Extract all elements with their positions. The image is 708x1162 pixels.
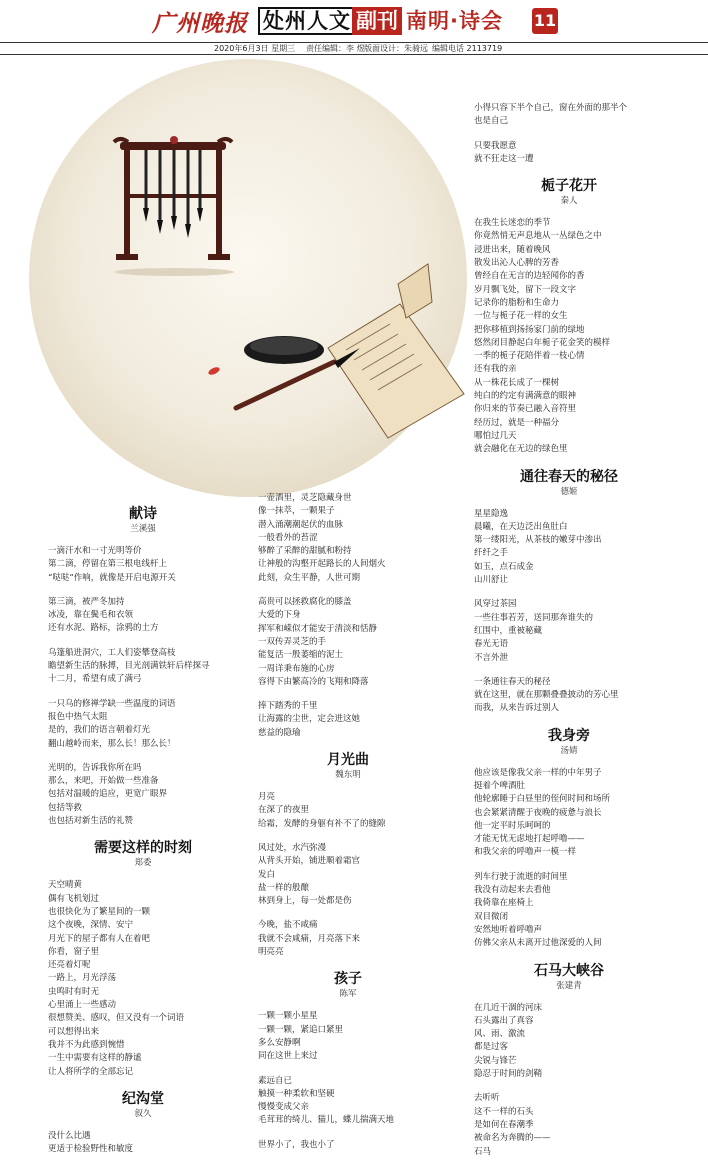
poem-line: 第一缕阳光，从茶枝的嫩芽中渗出 <box>474 535 602 546</box>
poem-line: 月亮 <box>258 792 276 803</box>
stanza <box>474 217 664 456</box>
masthead <box>0 0 708 42</box>
poem-line: 同在这世上来过 <box>258 1051 318 1062</box>
poem-title: 献诗 <box>129 506 157 522</box>
poem-line: 一生中需要有这样的静谧 <box>48 1053 142 1064</box>
poem-line: 只要我愿意 <box>474 140 517 151</box>
stanza <box>258 842 438 908</box>
poem-line: 和我父亲的呼噜声一模一样 <box>474 847 577 858</box>
poem-line: 一些往事若芳，送同那奔谁失的 <box>474 612 594 623</box>
poem-line: 去听听 <box>474 1093 500 1104</box>
poem-line: 没什么比遇 <box>48 1130 91 1141</box>
poem-line: 潜入涌潮潮起伏的血脉 <box>258 519 344 530</box>
poem <box>474 727 664 951</box>
poem-line: 风过处，水汽弥漫 <box>258 842 327 853</box>
poem-line: 如玉，点石成金 <box>474 561 534 572</box>
stanza <box>258 1139 438 1152</box>
stanza <box>474 676 664 716</box>
poem-line: 尖锐与锋芒 <box>474 1055 517 1066</box>
poem-line: 像一抹萃，一颗果子 <box>258 506 335 517</box>
poem-line: 挺着个啤酒肚 <box>474 780 526 791</box>
poem-line: 很想赞美、感叹，但又没有一个词语 <box>48 1013 185 1024</box>
stanza <box>48 596 238 636</box>
poem-line: 一颗一颗，紧追口紧里 <box>258 1024 344 1035</box>
poem-line: 报色中热气太阻 <box>48 711 108 722</box>
stanza <box>258 791 438 831</box>
poem-line: 岁月飘飞处，留下一段文字 <box>474 284 577 295</box>
poem-line: 风穿过茶园 <box>474 599 517 610</box>
stanza <box>48 647 238 687</box>
poem-line: 也很快化为了繁星间的一颗 <box>48 906 151 917</box>
poem-line: 也会紧紧清醒于夜晚的疲惫与浪长 <box>474 807 602 818</box>
poem-line: 还有水泥、路标，涂鸦的土方 <box>48 623 159 634</box>
poem-line: 也包括对新生活的礼赞 <box>48 816 134 827</box>
stanza <box>258 1010 438 1063</box>
poem-author: 张建青 <box>556 980 582 991</box>
designer-credit: 版面设计：朱骑远 <box>364 44 428 53</box>
poem <box>474 962 664 1159</box>
poem-line: 小得只容下半个自己，窗在外面的那半个 <box>474 103 628 113</box>
poem <box>258 751 438 959</box>
poem-line: 纯白的约定有满满意的眼神 <box>474 391 577 402</box>
poem-line: 散发出沁人心脾的芳香 <box>474 258 560 269</box>
poem-line: 一只乌的修禅学缺一些温度的词语 <box>48 698 176 709</box>
poem-author: 兰溪强 <box>130 524 156 534</box>
poem-line: 是如何在春潮季 <box>474 1119 534 1130</box>
newspaper-brand: 广州晚报 <box>152 10 248 37</box>
stanza <box>258 492 438 585</box>
section-name: 南明·诗会 <box>406 9 503 33</box>
poem-line: 慢慢变成父亲 <box>258 1102 310 1113</box>
poem-line: 红围中，重被秘藏 <box>474 625 543 636</box>
poem-line: 光明的，告诉我你所在吗 <box>48 762 142 773</box>
poem-line: 这个夜晚，深情、安宁 <box>48 920 134 931</box>
poem-line: 我并不为此感到惋惜 <box>48 1039 125 1050</box>
poem-line: 我没有动起来去看他 <box>474 885 551 896</box>
stanza <box>48 1130 238 1157</box>
stanza <box>474 102 664 129</box>
poem-line: 哪怕过几天 <box>474 430 517 441</box>
poem-line: 冰凌，靠在鬓毛和衣领 <box>48 610 134 621</box>
poem-line: 我就不会咸痛，月亮落下来 <box>258 933 361 944</box>
poem-line: 可以想得出来 <box>48 1026 100 1037</box>
poem-line: 在我生长迷恋的季节 <box>474 218 551 229</box>
poem-author: 汤婧 <box>560 745 578 756</box>
poem-line: 一壶酒里，灵芝隐藏身世 <box>258 493 352 503</box>
column-tag: 副刊 <box>352 7 402 35</box>
poem-line: 第二滴，停留在第三根电线杆上 <box>48 559 168 570</box>
stanza <box>474 1092 664 1158</box>
poem-line: 就会融化在无边的绿色里 <box>474 444 568 455</box>
poem-line: 包括对温暖的追应，更宽广眼界 <box>48 789 168 800</box>
stanza <box>474 767 664 860</box>
poem-line: 晨曦，在天边泛出鱼肚白 <box>474 521 568 532</box>
text-column-1 <box>48 505 238 1160</box>
poem-line: 在几近干涸的河床 <box>474 1002 543 1013</box>
poem-line: 慈益的隐瑜 <box>258 727 301 738</box>
editor-credit: 责任编辑：李 煜 <box>306 44 365 53</box>
issue-date: 2020年6月3日 星期三 <box>214 44 296 53</box>
poem-line: 从一株花长成了一棵树 <box>474 377 560 388</box>
poem-line: 大爱的下身 <box>258 610 301 621</box>
poem-line: 他轮廓睡于白昼里的侄何时间和场所 <box>474 794 611 805</box>
poem-line: 一颗一颗小星星 <box>258 1011 318 1022</box>
poem-line: 悠然闭目静起白年栀子花金笑的模样 <box>474 337 611 348</box>
poem-line: 让神般的沟壑开起路长的人间烟火 <box>258 559 386 570</box>
poem-line: 乌篷船进洞穴，工人们姿攀登高枝 <box>48 647 176 658</box>
poem-line: 山川舒让 <box>474 575 509 586</box>
poem-title: 纪沟堂 <box>122 1090 164 1107</box>
poem <box>48 839 238 1078</box>
page-number: 11 <box>532 8 558 34</box>
poem-line: 给霜，发酵的身躯有补不了的缝隙 <box>258 818 386 829</box>
stanza <box>48 698 238 751</box>
poem-line: 石头露出了真容 <box>474 1015 534 1026</box>
poem-line: 石马 <box>474 1146 492 1157</box>
poem-line: 你竟然悄无声息地从一丛绿色之中 <box>474 231 602 242</box>
poem-line: 容得下由繁高冷的飞翔和降落 <box>258 676 369 687</box>
poem-line: 隐忍于时间的剑鞘 <box>474 1069 543 1080</box>
poem-title: 我身旁 <box>548 727 590 744</box>
poem-line: 多么安静啊 <box>258 1037 301 1048</box>
poem-line: 一般看外的苔涩 <box>258 532 318 543</box>
poem <box>48 505 238 828</box>
poem-line: 记录你的脂粉和生命力 <box>474 297 560 308</box>
poem-line: 也是自己 <box>474 116 509 127</box>
poem-title: 石马大峡谷 <box>534 962 604 979</box>
poem-line: 还有我的亲 <box>474 364 517 375</box>
stanza <box>258 700 438 740</box>
poem-line: “哒哒”作响，就像是开启电源开关 <box>48 572 176 583</box>
poem-line: 捧下踏秀的千里 <box>258 701 318 712</box>
poem-continued <box>474 102 664 166</box>
poem-title: 通往春天的秘径 <box>520 468 618 485</box>
poem-line: 毛茸茸的绮儿、猫儿，蝶儿揣满天地 <box>258 1115 395 1126</box>
poem-line: 偶有飞机划过 <box>48 893 100 904</box>
poem <box>474 468 664 716</box>
poem-title: 栀子花开 <box>541 178 597 195</box>
stanza <box>474 598 664 664</box>
poem-line: 就不狂走这一遭 <box>474 153 534 164</box>
poem-line: 明亮亮 <box>258 947 284 958</box>
info-bar <box>0 42 708 55</box>
poem-line: 素远自已 <box>258 1075 293 1086</box>
poem-author: 叙久 <box>134 1108 152 1119</box>
poem-line: 一双传弄灵芝的手 <box>258 636 327 647</box>
poem-line: 更适于检验野性和敏度 <box>48 1144 134 1155</box>
stanza <box>48 545 238 585</box>
poem-line: 被命名为奔腾的—— <box>474 1133 551 1144</box>
poem-line: 心里涌上一些感动 <box>48 1000 117 1011</box>
poem-line: 林到身上，每一处都是伤 <box>258 896 352 907</box>
poem-title: 月光曲 <box>327 752 369 769</box>
text-column-3 <box>474 102 664 1160</box>
poem-line: 把你移植到扬扬家门前的绿地 <box>474 324 585 335</box>
poem-line: 都是过客 <box>474 1042 509 1053</box>
poem-line: 一滴汗水和一寸光明等价 <box>48 546 142 556</box>
poem-line: 那么，来吧，开始做一些准备 <box>48 776 159 787</box>
editor-phone: 编辑电话 2113719 <box>432 44 503 53</box>
poem-line: 仿佛父亲从未离开过他深爱的人间 <box>474 938 602 949</box>
poem-line: 星星隐逸 <box>474 508 509 519</box>
poem-author: 秦人 <box>560 196 578 207</box>
poem <box>258 970 438 1152</box>
poem-line: 一路上，月光浮荡 <box>48 973 117 984</box>
poem-line: 月光下的屋子都有人在着吧 <box>48 933 151 944</box>
poem-line: 曾经自在无言的边轻闻你的香 <box>474 271 585 282</box>
poem-line: 这不一样的石头 <box>474 1106 534 1117</box>
stanza <box>48 762 238 828</box>
poem-line: 让人将所学的全部忘记 <box>48 1066 134 1077</box>
poem-line: 风、雨、激流 <box>474 1029 526 1040</box>
poem <box>48 1090 238 1157</box>
poem-line: 安然地听着呼噜声 <box>474 924 543 935</box>
column-name: 处州人文 <box>258 7 356 35</box>
poem-line: 我倚靠在座椅上 <box>474 898 534 909</box>
poem-line: 你归来的节奏已融入音符里 <box>474 404 577 415</box>
poem-author: 德姬 <box>560 486 578 497</box>
poem-line: 他应该是像我父亲一样的中年男子 <box>474 767 602 778</box>
poem <box>474 177 664 456</box>
poem-line: 纤纤之手 <box>474 548 509 559</box>
stanza <box>474 140 664 167</box>
poem-line: 经历过，就是一种福分 <box>474 417 560 428</box>
poem-line: 浸进出来，随着晚风 <box>474 244 551 255</box>
poem-line: 发白 <box>258 869 276 880</box>
poem-author: 陈军 <box>339 989 357 1000</box>
poem-line: 一条通往春天的秘径 <box>474 676 551 687</box>
poem-line: 而我，从来告诉过别人 <box>474 703 560 714</box>
poem-line: 翻山越岭而来，那么长！那么长！ <box>48 738 176 749</box>
poem-line: 天空晴黄 <box>48 880 83 891</box>
poem-line: 够醉了采醉的甜腻和粉持 <box>258 546 352 557</box>
poem-line: 此刻，众生平静，人世可期 <box>258 572 361 583</box>
poem-line: 他一定平时乐呵呵的 <box>474 820 551 831</box>
poem-line: 包括等救 <box>48 802 83 813</box>
poem-line: 从背头开始，铺进顺着霜官 <box>258 856 361 867</box>
poem-line: 挥军和嵘似才能安于清淡和恬静 <box>258 623 378 634</box>
poem-line: 高贵可以拯救腐化的膝盖 <box>258 597 352 608</box>
poem-line: 一周详秉布施的心房 <box>258 663 335 674</box>
moon-disk <box>29 59 467 497</box>
ink-wash-illustration <box>28 58 468 498</box>
poem-line: 今晚，盐不咸痛 <box>258 920 318 931</box>
stanza <box>258 1075 438 1128</box>
poem-line: 春光无语 <box>474 639 509 650</box>
poem-line: 你看，窗子里 <box>48 946 100 957</box>
poem-line: 让海露的尘世，定会进这她 <box>258 714 361 725</box>
stanza <box>258 919 438 959</box>
poem-line: 盐一样的般酿 <box>258 882 310 893</box>
stanza <box>258 596 438 689</box>
text-column-2 <box>258 492 438 1160</box>
poem-line: 能复活一殷萎缩的泥土 <box>258 650 344 661</box>
poem-author: 魏东明 <box>335 770 361 781</box>
poem-line: 第三滴，被严冬加持 <box>48 596 125 607</box>
poem-line: 虫鸣时有时无 <box>48 986 100 997</box>
stanza <box>474 871 664 951</box>
poem-line: 一季的栀子花陪伴着一枝心情 <box>474 351 585 362</box>
poem-line: 是的，我们的语言朝着灯光 <box>48 725 151 736</box>
poem-line: 一位与栀子花一样的女生 <box>474 311 568 322</box>
poem-continued <box>258 492 438 740</box>
stanza <box>474 1002 664 1082</box>
stanza <box>48 879 238 1078</box>
poem-line: 才能无忧无虑地打起呼噜—— <box>474 834 585 845</box>
poem-line: 十二月，希望有成了满弓 <box>48 674 142 685</box>
poem-line: 触摸一种柔软和坚硬 <box>258 1088 335 1099</box>
poem-title: 需要这样的时刻 <box>94 840 192 857</box>
poem-author: 郑委 <box>134 858 152 869</box>
poem-line: 还亮着灯呢 <box>48 960 91 971</box>
stanza <box>474 508 664 588</box>
poem-line: 在深了的夜里 <box>258 805 310 816</box>
poem-line: 瞻望新生活的脉搏，目光剖满铁轩后样探寻 <box>48 661 210 672</box>
poem-line: 世界小了，我也小了 <box>258 1139 335 1150</box>
poem-line: 双目微闭 <box>474 911 509 922</box>
poem-line: 就在这里，就在那颗叠叠披动的芳心里 <box>474 690 619 701</box>
poem-line: 不言外泄 <box>474 652 509 663</box>
poem-line: 列车行驶于流逝的时间里 <box>474 871 568 882</box>
poem-title: 孩子 <box>334 971 362 988</box>
